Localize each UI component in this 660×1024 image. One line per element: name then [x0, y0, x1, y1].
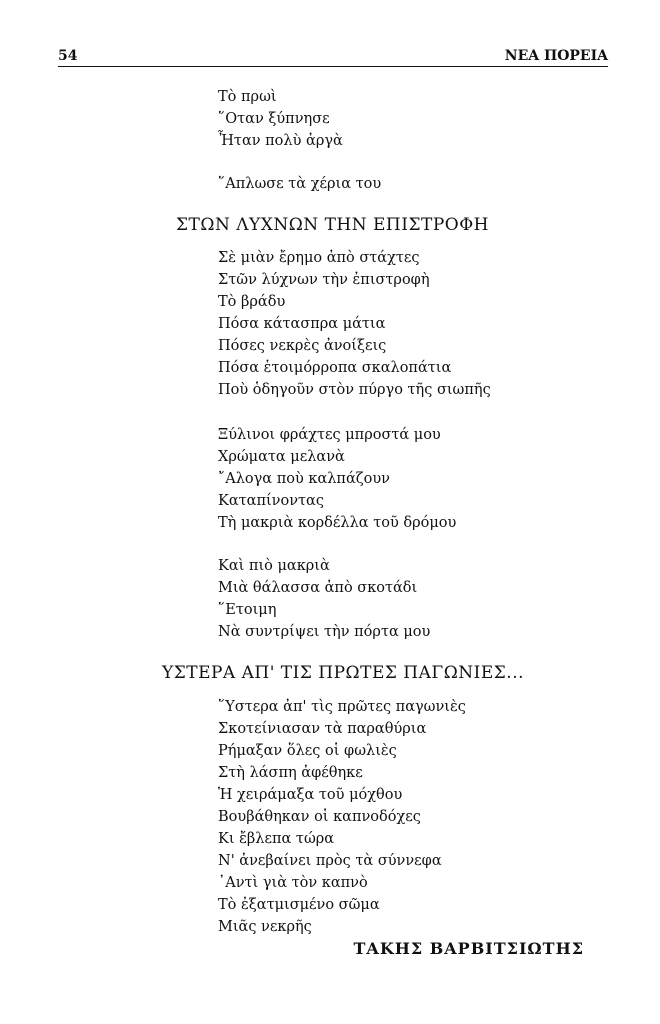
verse-line: Καταπίνοντας	[218, 493, 324, 509]
poem3-stanza1	[218, 696, 466, 938]
verse-line: Πόσα ἑτοιμόρροπα σκαλοπάτια	[218, 360, 452, 376]
verse-line: Πόσα κάτασπρα μάτια	[218, 316, 386, 332]
verse-line: Στῶν λύχνων τὴν ἐπιστροφὴ	[218, 272, 430, 288]
verse-line: Μιᾶς νεκρῆς	[218, 919, 312, 935]
verse-line: Ν' ἀνεβαίνει πρὸς τὰ σύννεφα	[218, 853, 442, 869]
poem2-stanza2	[218, 424, 456, 534]
verse-line: Ἦταν πολὺ ἀργὰ	[218, 133, 343, 149]
page-number: 54	[58, 48, 78, 64]
verse-line: Στὴ λάσπη ἀφέθηκε	[218, 765, 363, 781]
verse-line: Πόσες νεκρὲς ἀνοίξεις	[218, 338, 387, 354]
verse-line: ᾿Αντὶ γιὰ τὸν καπνὸ	[218, 875, 368, 891]
verse-line: ῞Υστερα ἀπ' τὶς πρῶτες παγωνιὲς	[218, 699, 466, 715]
verse-line: ῞Απλωσε τὰ χέρια του	[218, 176, 382, 192]
verse-line: Βουβάθηκαν οἱ καπνοδόχες	[218, 809, 421, 825]
verse-line: Ποὺ ὁδηγοῦν στὸν πύργο τῆς σιωπῆς	[218, 382, 491, 398]
verse-line: Χρώματα μελανὰ	[218, 449, 345, 465]
poem1-stanza1	[218, 86, 343, 152]
poem2-stanza1	[218, 247, 491, 401]
verse-line: Τὸ ἐξατμισμένο σῶμα	[218, 897, 380, 913]
verse-line: Ξύλινοι φράχτες μπροστά μου	[218, 427, 441, 443]
verse-line: ῞Οταν ξύπνησε	[218, 111, 330, 127]
verse-line: Τὴ μακριὰ κορδέλλα τοῦ δρόμου	[218, 515, 457, 531]
poem1-stanza2	[218, 173, 381, 195]
verse-line: Τὸ πρωὶ	[218, 89, 277, 105]
page-header	[58, 42, 608, 64]
poem-title: ΥΣΤΕΡΑ ΑΠ' ΤΙΣ ΠΡΩΤΕΣ ΠΑΓΩΝΙΕΣ...	[162, 663, 525, 683]
verse-line: ῞Ετοιμη	[218, 602, 277, 618]
poem2-stanza3	[218, 555, 430, 643]
verse-line: Καὶ πιὸ μακριὰ	[218, 558, 330, 574]
verse-line: Νὰ συντρίψει τὴν πόρτα μου	[218, 624, 431, 640]
verse-line: Τὸ βράδυ	[218, 294, 286, 310]
journal-title: ΝΕΑ ΠΟΡΕΙΑ	[504, 48, 608, 64]
verse-line: ῎Αλογα ποὺ καλπάζουν	[218, 471, 390, 487]
verse-line: Ρήμαξαν ὅλες οἱ φωλιὲς	[218, 743, 397, 759]
verse-line: Σκοτείνιασαν τὰ παραθύρια	[218, 721, 427, 737]
author-signature: ΤΑΚΗΣ ΒΑΡΒΙΤΣΙΩΤΗΣ	[353, 939, 584, 958]
verse-line: Κι ἔβλεπα τώρα	[218, 831, 335, 847]
header-rule	[58, 66, 608, 67]
verse-line: Μιὰ θάλασσα ἀπὸ σκοτάδι	[218, 580, 418, 596]
verse-line: Ἡ χειράμαξα τοῦ μόχθου	[218, 787, 403, 803]
verse-line: Σὲ μιὰν ἔρημο ἀπὸ στάχτες	[218, 250, 420, 266]
poem-title: ΣΤΩΝ ΛΥΧΝΩΝ ΤΗΝ ΕΠΙΣΤΡΟΦΗ	[176, 215, 489, 235]
